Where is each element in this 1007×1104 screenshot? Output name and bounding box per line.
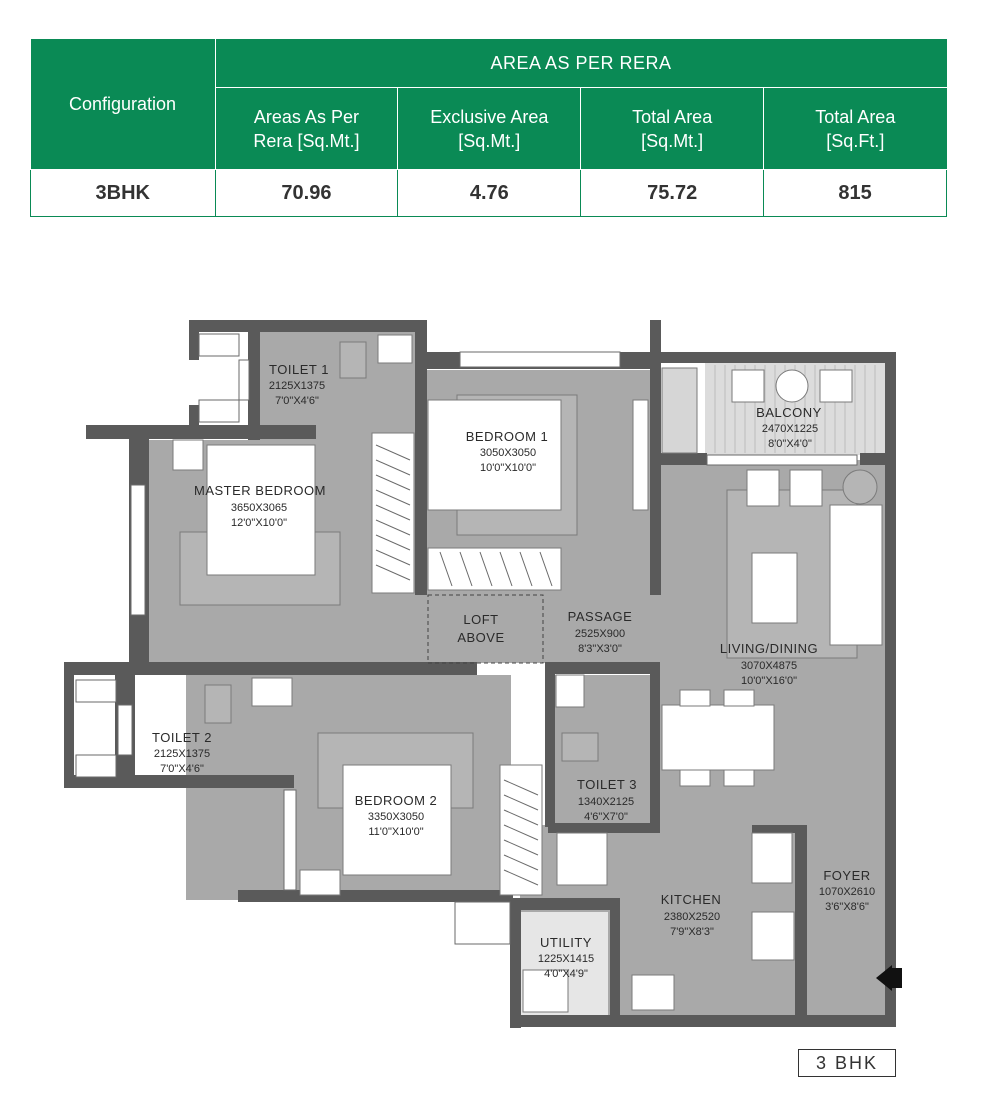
balcony-dim-mm: 2470X1225 — [761, 423, 819, 435]
utility-dim-mm: 1225X1415 — [537, 953, 595, 965]
utility-name: UTILITY — [540, 935, 592, 950]
toilet3-dim-ft: 4'6"X7'0" — [584, 811, 628, 823]
kitchen-name: KITCHEN — [660, 892, 722, 907]
bedroom1-dim-ft: 10'0"X10'0" — [479, 462, 537, 474]
master-bedroom-dim-ft: 12'0"X10'0" — [230, 517, 288, 529]
bedroom1-name: BEDROOM 1 — [465, 429, 549, 444]
master-bedroom-dim-mm: 3650X3065 — [230, 502, 288, 514]
dining-chair-4 — [724, 770, 754, 786]
toilet3-basin — [556, 675, 584, 707]
kitchen-sink — [632, 975, 674, 1010]
fridge — [752, 833, 792, 883]
toilet1-basin — [378, 335, 412, 363]
balcony-chair-2 — [820, 370, 852, 402]
unit-type-tag: 3 BHK — [798, 1049, 896, 1077]
kitchen-dim-ft: 7'9"X8'3" — [670, 926, 714, 938]
toilet3-name: TOILET 3 — [577, 777, 637, 792]
dining-table — [662, 705, 774, 770]
living-dining-dim-mm: 3070X4875 — [740, 660, 798, 672]
dining-chair-1 — [680, 690, 710, 706]
col-header-total-area-sqft: Total Area [Sq.Ft.] — [764, 88, 947, 170]
cell-configuration: 3BHK — [31, 170, 216, 217]
bedroom2-dim-mm: 3350X3050 — [367, 811, 425, 823]
dining-chair-3 — [680, 770, 710, 786]
toilet3-shower — [562, 733, 598, 761]
coffee-table — [752, 553, 797, 623]
foyer-dim-ft: 3'6"X8'6" — [825, 901, 869, 913]
col-header-total-area-sqmt: Total Area [Sq.Mt.] — [581, 88, 764, 170]
plant-pot — [843, 470, 877, 504]
col-header-rera-area: Areas As Per Rera [Sq.Mt.] — [215, 88, 398, 170]
bedroom1-dim-mm: 3050X3050 — [479, 447, 537, 459]
dining-chair-2 — [724, 690, 754, 706]
loft-label-line1: LOFT — [463, 612, 499, 627]
armchair-1 — [747, 470, 779, 506]
bedroom2-side-table — [300, 870, 340, 895]
configuration-header: Configuration — [31, 39, 216, 170]
toilet2-basin — [252, 678, 292, 706]
master-bedroom-name: MASTER BEDROOM — [194, 483, 326, 498]
cell-total-area-sqft: 815 — [764, 170, 947, 217]
bedroom2-name: BEDROOM 2 — [354, 793, 438, 808]
area-group-header: AREA AS PER RERA — [215, 39, 947, 88]
foyer-dim-mm: 1070X2610 — [818, 886, 876, 898]
entry-marker — [892, 968, 902, 988]
cell-total-area-sqmt: 75.72 — [581, 170, 764, 217]
bedroom2-wardrobe — [500, 765, 542, 895]
balcony-name: BALCONY — [756, 405, 822, 420]
balcony-dim-ft: 8'0"X4'0" — [768, 438, 812, 450]
sofa — [830, 505, 882, 645]
toilet3-exhaust — [557, 833, 607, 885]
passage-name: PASSAGE — [567, 609, 633, 624]
bedroom1-window-unit — [633, 400, 648, 510]
cooktop — [752, 912, 794, 960]
toilet2-dim-mm: 2125X1375 — [153, 748, 211, 760]
toilet2-shower — [205, 685, 231, 723]
passage-dim-mm: 2525X900 — [574, 628, 626, 640]
toilet2-name: TOILET 2 — [152, 730, 212, 745]
loft-label-line2: ABOVE — [457, 630, 505, 645]
living-dining-name: LIVING/DINING — [719, 641, 819, 656]
balcony-table — [776, 370, 808, 402]
toilet1-dim-ft: 7'0"X4'6" — [275, 395, 319, 407]
balcony-chair-1 — [732, 370, 764, 402]
cell-rera-area: 70.96 — [215, 170, 398, 217]
foyer-name: FOYER — [823, 868, 871, 883]
toilet1-name: TOILET 1 — [269, 362, 329, 377]
shaft-1 — [662, 368, 697, 453]
toilet1-shower — [340, 342, 366, 378]
cell-exclusive-area: 4.76 — [398, 170, 581, 217]
kitchen-dim-mm: 2380X2520 — [663, 911, 721, 923]
passage-dim-ft: 8'3"X3'0" — [578, 643, 622, 655]
armchair-2 — [790, 470, 822, 506]
utility-dim-ft: 4'0"X4'9" — [544, 968, 588, 980]
col-header-exclusive-area: Exclusive Area [Sq.Mt.] — [398, 88, 581, 170]
living-dining-dim-ft: 10'0"X16'0" — [740, 675, 798, 687]
toilet1-dim-mm: 2125X1375 — [268, 380, 326, 392]
master-side-table — [173, 440, 203, 470]
bedroom2-dim-ft: 11'0"X10'0" — [368, 826, 424, 838]
toilet3-dim-mm: 1340X2125 — [577, 796, 635, 808]
toilet2-dim-ft: 7'0"X4'6" — [160, 763, 204, 775]
